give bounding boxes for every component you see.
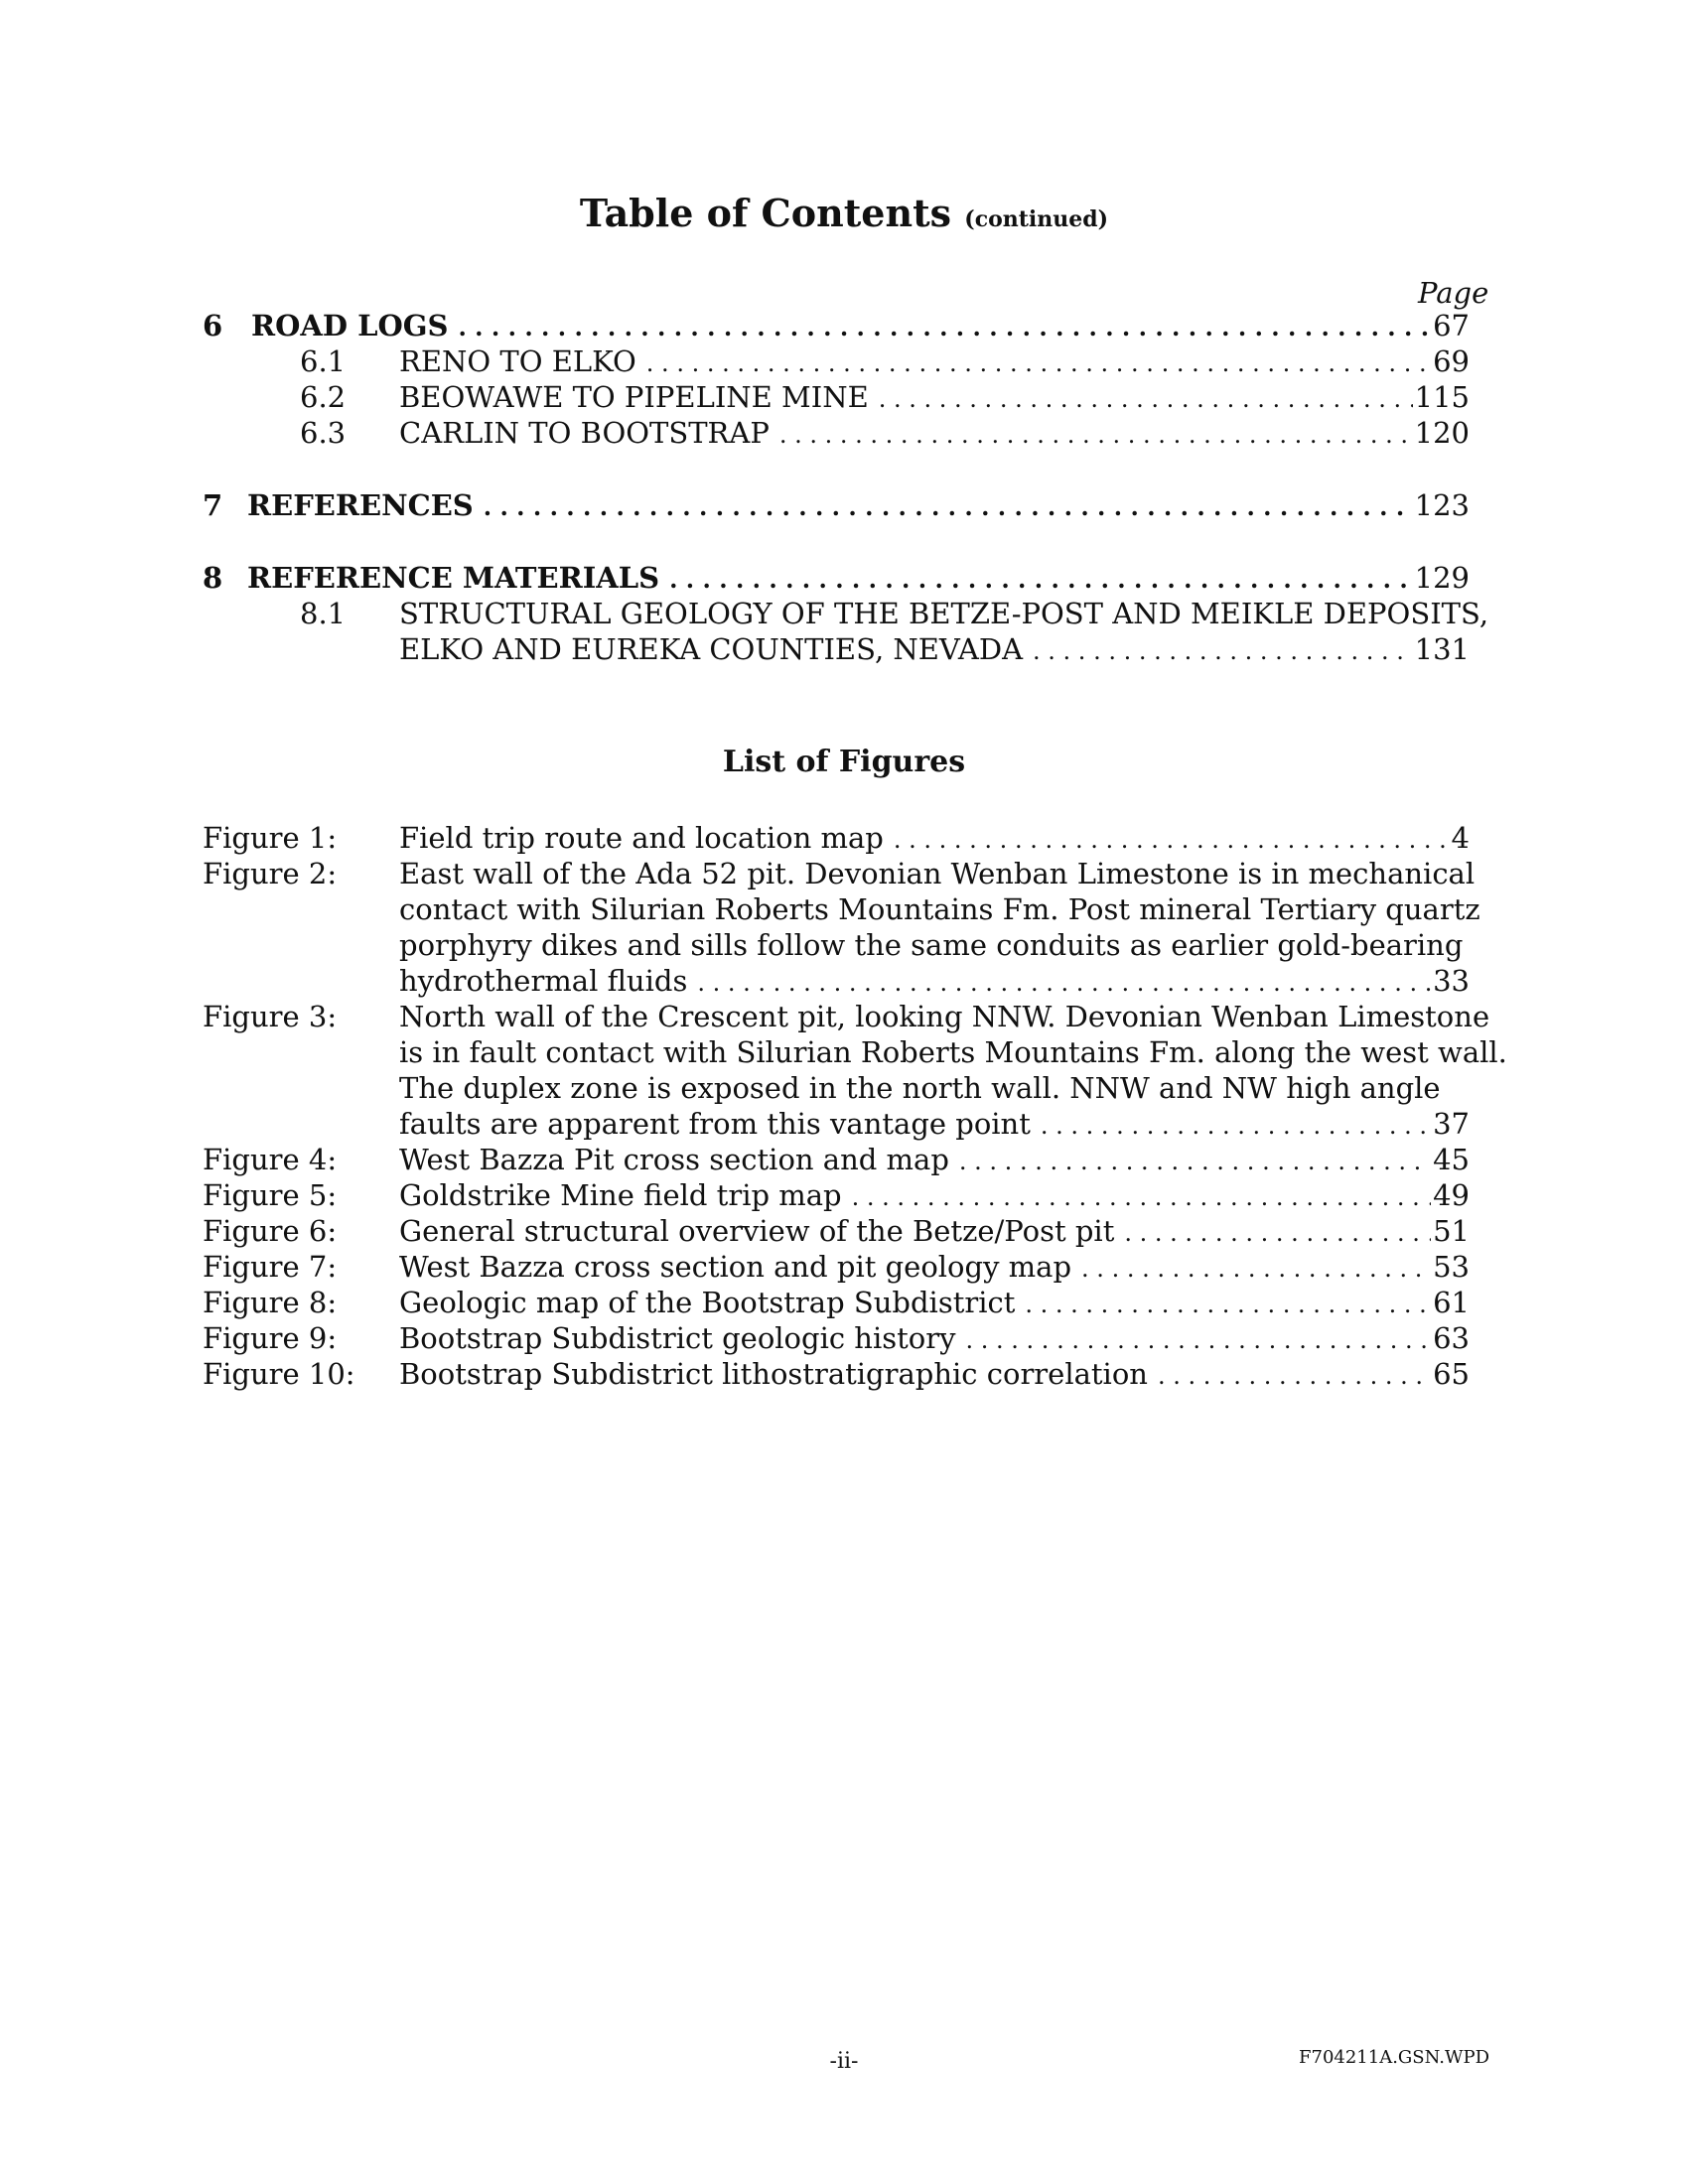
dot-leader [458, 310, 1431, 345]
figure-page-number: 4 [1451, 821, 1470, 855]
toc-subsection-number: 8.1 [300, 597, 347, 630]
dot-leader [879, 381, 1413, 417]
figure-label: Figure 1: [203, 821, 338, 855]
figure-entry[interactable] [399, 1249, 1470, 1287]
figure-page-number: 37 [1433, 1107, 1470, 1141]
figure-caption-line: West Bazza Pit cross section and map [399, 1143, 949, 1176]
figure-caption-line: West Bazza cross section and pit geology map [399, 1250, 1072, 1284]
page-column-label: Page [1418, 276, 1489, 310]
figure-page-number: 45 [1433, 1143, 1470, 1176]
toc-section-entry[interactable] [247, 487, 1470, 525]
toc-page-number: 123 [1414, 488, 1470, 522]
toc-section-entry[interactable] [251, 308, 1470, 345]
page-title-suffix: (continued) [964, 206, 1109, 232]
dot-leader [966, 1322, 1432, 1358]
toc-page-number: 129 [1414, 561, 1470, 595]
list-of-figures-title: List of Figures [722, 745, 966, 779]
toc-subsection-number: 6.3 [300, 416, 347, 450]
figure-entry[interactable] [399, 1356, 1470, 1394]
figure-label: Figure 4: [203, 1143, 338, 1176]
figure-label: Figure 3: [203, 1000, 338, 1033]
toc-section-title: REFERENCE MATERIALS [247, 561, 660, 595]
dot-leader [646, 345, 1431, 381]
figure-caption-line: General structural overview of the Betze/Post pit [399, 1214, 1115, 1248]
figure-caption-line: Bootstrap Subdistrict lithostratigraphic correlation [399, 1357, 1148, 1391]
figure-entry[interactable] [399, 820, 1470, 858]
dot-leader [1081, 1251, 1431, 1287]
toc-subsection-number: 6.2 [300, 380, 347, 414]
toc-subsection-title: CARLIN TO BOOTSTRAP [399, 416, 770, 450]
figure-page-number: 49 [1433, 1178, 1470, 1212]
figure-caption-line: North wall of the Crescent pit, looking NNW. Devonian Wenban Limestone [399, 1000, 1490, 1033]
figure-caption-line: faults are apparent from this vantage point [399, 1107, 1031, 1141]
dot-leader [669, 562, 1413, 598]
footer-file-name: F704211A.GSN.WPD [1299, 2047, 1489, 2068]
figure-caption-line: contact with Silurian Roberts Mountains Fm. Post mineral Tertiary quartz [399, 892, 1480, 926]
figure-caption-line: Goldstrike Mine field trip map [399, 1178, 842, 1212]
toc-subsection-entry[interactable] [399, 379, 1470, 417]
figure-entry[interactable] [399, 1106, 1470, 1144]
figure-page-number: 51 [1433, 1214, 1470, 1248]
toc-page-number: 69 [1433, 344, 1470, 378]
toc-section-number: 8 [203, 561, 223, 595]
dot-leader [1025, 1287, 1431, 1322]
figure-caption-line: is in fault contact with Silurian Roberts Mountains Fm. along the west wall. [399, 1035, 1507, 1069]
figure-caption-line: Bootstrap Subdistrict geologic history [399, 1321, 956, 1355]
figure-entry[interactable] [399, 1285, 1470, 1322]
toc-page-number: 115 [1414, 380, 1470, 414]
toc-subsection-entry[interactable] [399, 343, 1470, 381]
dot-leader [1033, 633, 1413, 669]
figure-entry[interactable] [399, 963, 1470, 1001]
figure-page-number: 65 [1433, 1357, 1470, 1391]
toc-section-title: ROAD LOGS [251, 309, 449, 342]
toc-section-entry[interactable] [247, 560, 1470, 598]
figure-entry[interactable] [399, 1177, 1470, 1215]
dot-leader [1124, 1215, 1431, 1251]
toc-subsection-title-line: STRUCTURAL GEOLOGY OF THE BETZE-POST AND MEIKLE DEPOSITS, [399, 597, 1489, 630]
toc-subsection-title: RENO TO ELKO [399, 344, 636, 378]
figure-label: Figure 9: [203, 1321, 338, 1355]
figure-entry[interactable] [399, 1142, 1470, 1179]
toc-section-number: 6 [203, 309, 223, 342]
dot-leader [484, 489, 1413, 525]
figure-caption-line: porphyry dikes and sills follow the same conduits as earlier gold-bearing [399, 928, 1464, 962]
figure-label: Figure 7: [203, 1250, 338, 1284]
figure-page-number: 33 [1433, 964, 1470, 998]
dot-leader [959, 1144, 1431, 1179]
figure-caption-line: The duplex zone is exposed in the north wall. NNW and NW high angle [399, 1071, 1441, 1105]
toc-subsection-number: 6.1 [300, 344, 347, 378]
figure-caption-line: East wall of the Ada 52 pit. Devonian Wenban Limestone is in mechanical [399, 857, 1476, 890]
figure-caption-line: hydrothermal fluids [399, 964, 688, 998]
toc-section-title: REFERENCES [247, 488, 474, 522]
figure-label: Figure 2: [203, 857, 338, 890]
dot-leader [779, 417, 1413, 453]
toc-page-number: 131 [1414, 632, 1470, 666]
figure-label: Figure 6: [203, 1214, 338, 1248]
dot-leader [894, 822, 1450, 858]
figure-label: Figure 10: [203, 1357, 355, 1391]
toc-section-number: 7 [203, 488, 223, 522]
dot-leader [1041, 1108, 1431, 1144]
toc-subsection-entry[interactable] [399, 631, 1470, 669]
toc-subsection-entry[interactable] [399, 415, 1470, 453]
dot-leader [697, 965, 1431, 1001]
toc-subsection-title: BEOWAWE TO PIPELINE MINE [399, 380, 869, 414]
dot-leader [852, 1179, 1431, 1215]
toc-page-number: 67 [1433, 309, 1470, 342]
figure-entry[interactable] [399, 1320, 1470, 1358]
figure-page-number: 61 [1433, 1286, 1470, 1319]
figure-entry[interactable] [399, 1213, 1470, 1251]
footer-page-number: -ii- [829, 2049, 859, 2074]
figure-page-number: 53 [1433, 1250, 1470, 1284]
dot-leader [1158, 1358, 1431, 1394]
figure-label: Figure 8: [203, 1286, 338, 1319]
page-title-text: Table of Contents [579, 191, 952, 235]
figure-caption-line: Geologic map of the Bootstrap Subdistrict [399, 1286, 1016, 1319]
figure-caption-line: Field trip route and location map [399, 821, 884, 855]
toc-page-number: 120 [1414, 416, 1470, 450]
toc-subsection-title-line: ELKO AND EUREKA COUNTIES, NEVADA [399, 632, 1024, 666]
figure-label: Figure 5: [203, 1178, 338, 1212]
figure-page-number: 63 [1433, 1321, 1470, 1355]
